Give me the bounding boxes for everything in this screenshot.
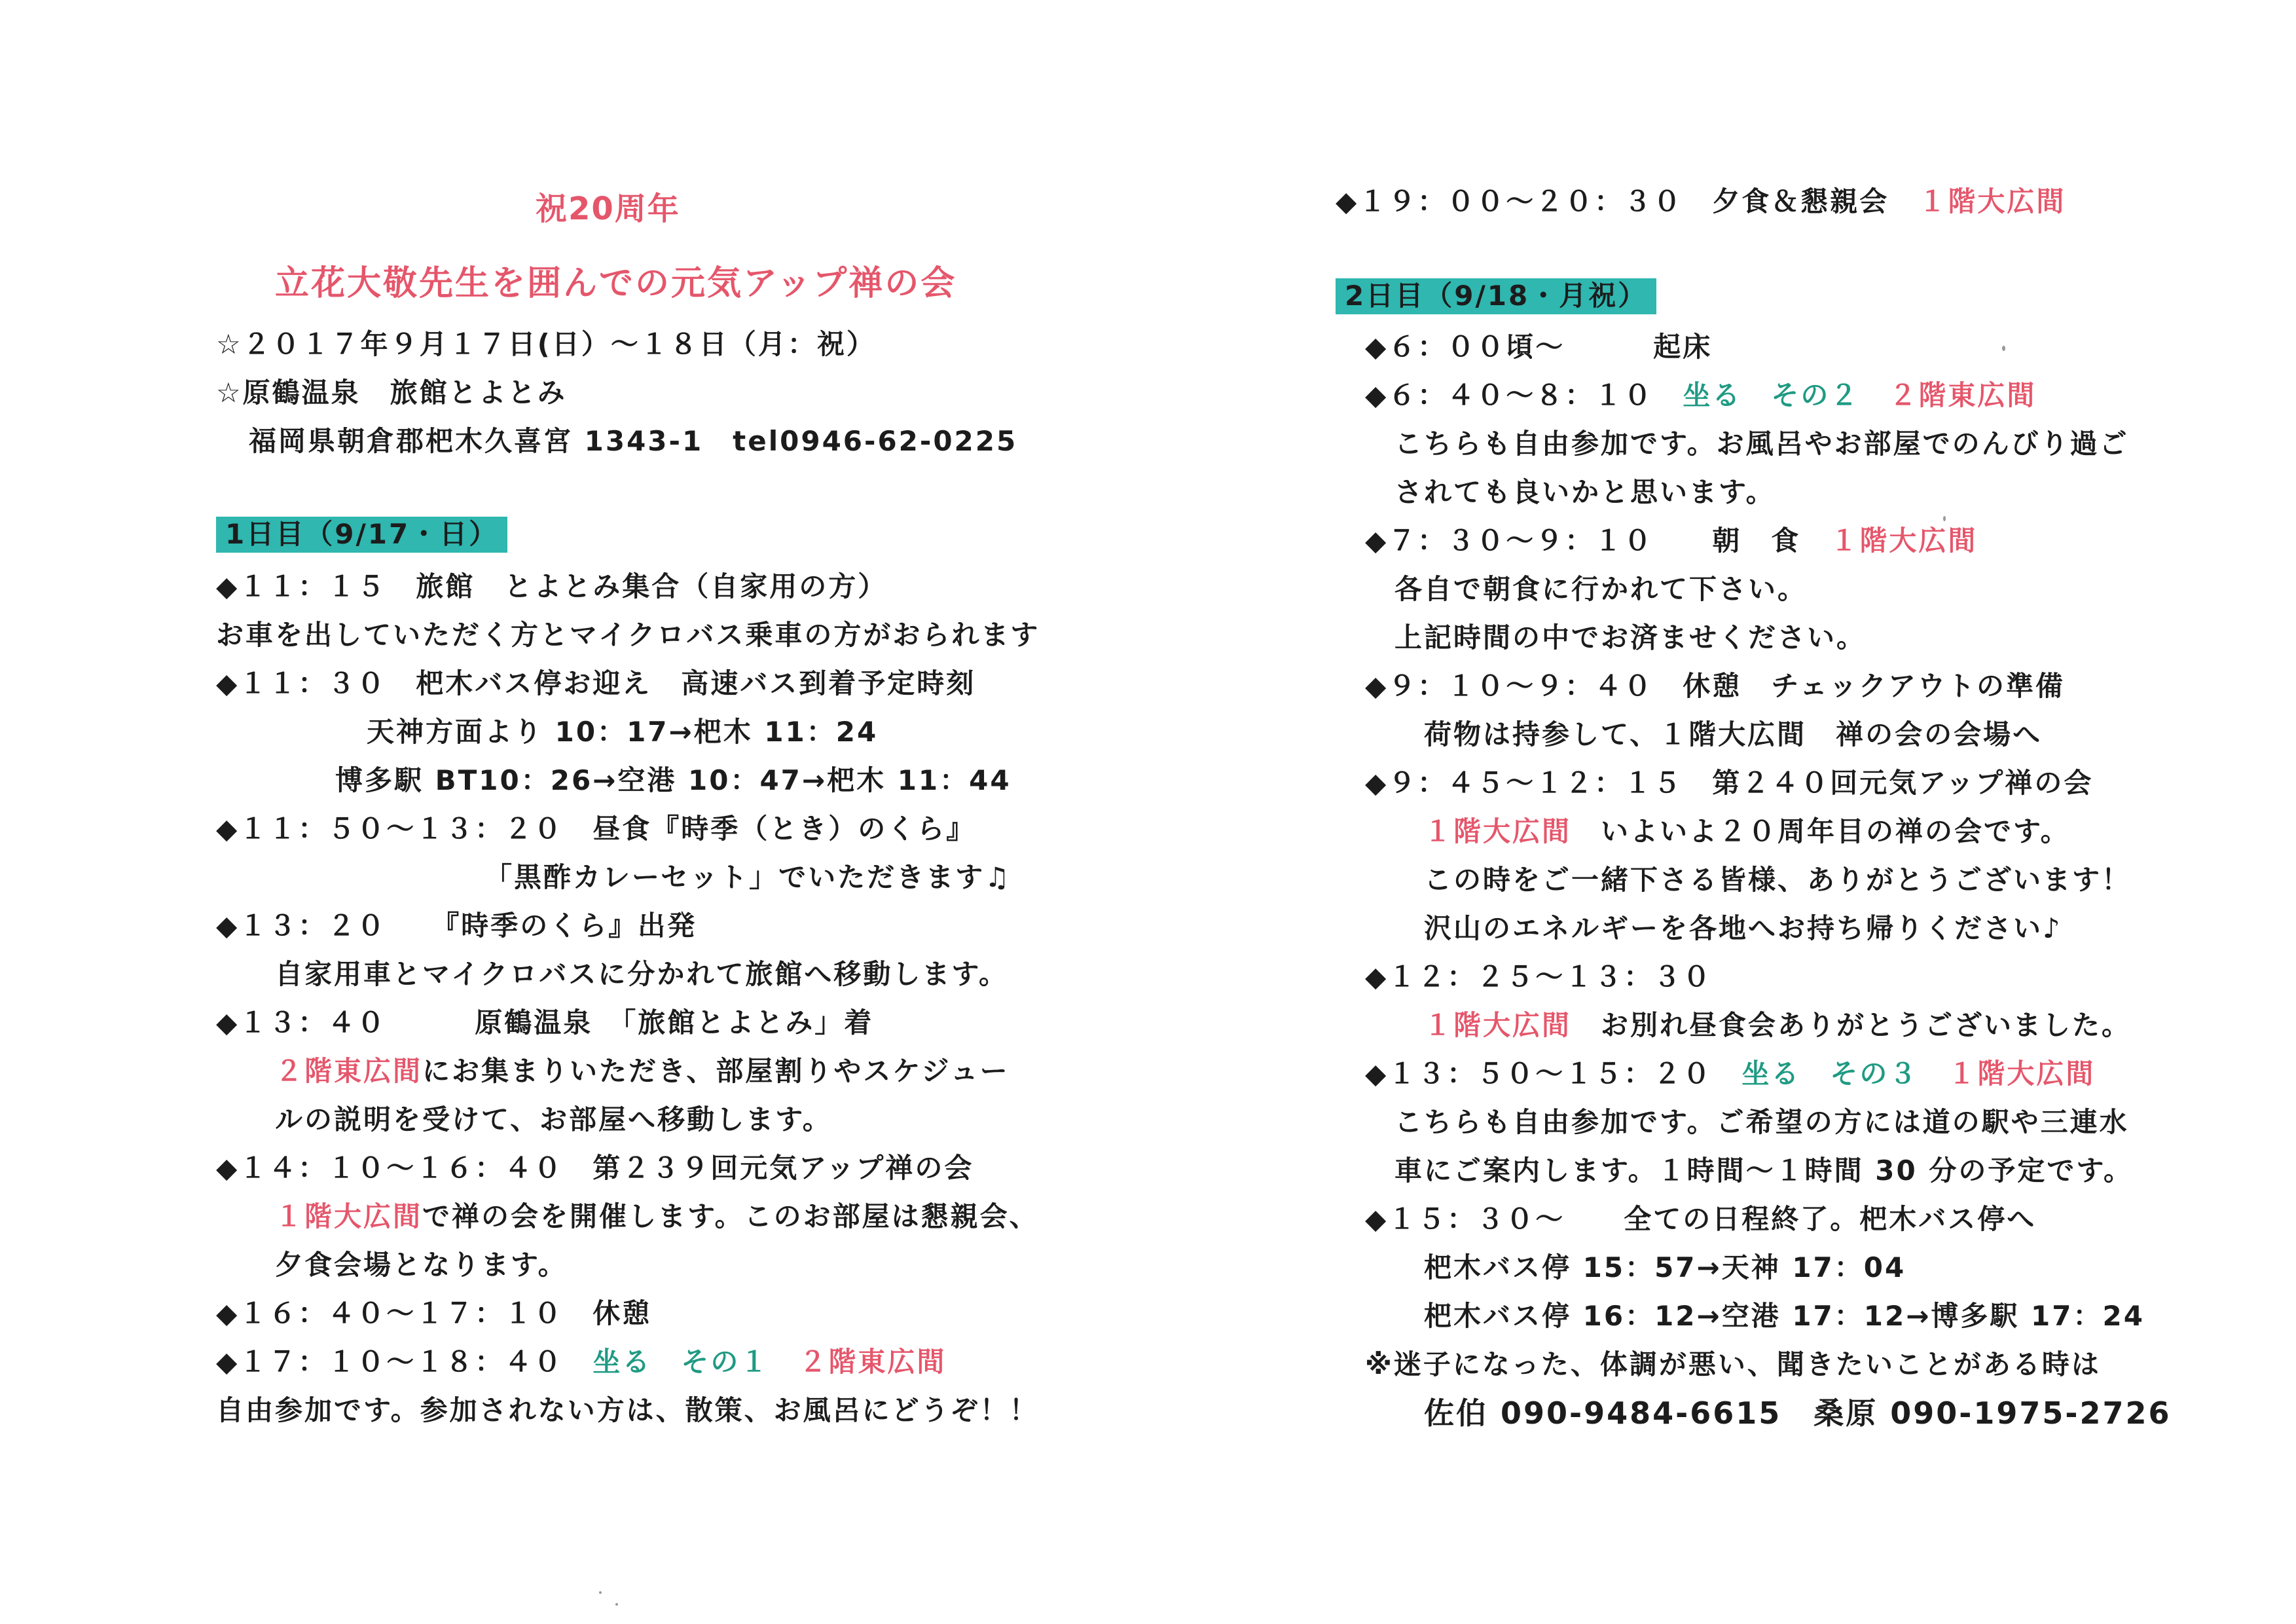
contact-phones: 佐伯 090-9484-6615 桑原 090-1975-2726	[1424, 1395, 2172, 1431]
scan-speck	[599, 1591, 602, 1594]
schedule-item: ◆９：１０～９：４０ 休憩 チェックアウトの準備	[1365, 670, 2066, 702]
day2-heading: 2日目（9/18・月祝）	[1336, 278, 1656, 314]
schedule-item: ◆１３：４０ 原鶴温泉 「旅館とよとみ」着	[216, 1006, 874, 1039]
schedule-note: 各自で朝食に行かれて下さい。	[1394, 573, 1808, 605]
room-label: ２階東広間	[1889, 379, 2037, 411]
room-label: １階大広間	[1918, 185, 2066, 217]
event-title: 立花大敬先生を囲んでの元気アップ禅の会	[275, 264, 957, 303]
schedule-note: 杷木バス停 15：57→天神 17：04	[1424, 1251, 1906, 1283]
schedule-item: ◆１１：１５ 旅館 とよとみ集合（自家用の方）	[216, 570, 888, 602]
schedule-item: ◆１３：５０～１５：２０ 坐る その３ １階大広間	[1365, 1058, 2096, 1090]
schedule-note: 天神方面より 10：17→杷木 11：24	[367, 716, 879, 748]
schedule-note: 自由参加です。参加されない方は、散策、お風呂にどうぞ！！	[216, 1394, 1039, 1426]
schedule-item: ◆１３：２０ 『時季のくら』出発	[216, 910, 697, 942]
schedule-item: ◆１１：３０ 杷木バス停お迎え 高速バス到着予定時刻	[216, 667, 976, 699]
sitting-label: 坐る その１	[592, 1346, 770, 1378]
schedule-note: １階大広間で禅の会を開催します。このお部屋は懇親会、	[275, 1200, 1039, 1232]
room-label: １階大広間	[1424, 815, 1572, 847]
schedule-item: ◆１２：２５～１３：３０	[1365, 961, 1713, 993]
schedule-note: 荷物は持参して、１階大広間 禅の会の会場へ	[1424, 718, 2043, 750]
schedule-note: 「黒酢カレーセット」でいただきます♫	[484, 861, 1011, 893]
event-date: ☆２０１７年９月１７日(日）～１８日（月：祝）	[216, 328, 876, 360]
schedule-note: この時をご一緒下さる皆様、ありがとうございます！	[1424, 864, 2132, 896]
schedule-note: こちらも自由参加です。お風呂やお部屋でのんびり過ご	[1394, 428, 2129, 460]
schedule-item: ◆１４：１０～１６：４０ 第２３９回元気アップ禅の会	[216, 1152, 974, 1184]
schedule-item: ◆１５：３０～ 全ての日程終了。杷木バス停へ	[1365, 1203, 2037, 1235]
schedule-note: ルの説明を受けて、お部屋へ移動します。	[275, 1103, 832, 1135]
schedule-note: 沢山のエネルギーを各地へお持ち帰りください♪	[1424, 912, 2062, 944]
scan-speck	[2002, 346, 2005, 351]
anniversary-title: 祝20周年	[536, 191, 680, 227]
scan-speck	[1943, 516, 1946, 521]
day1-heading: 1日目（9/17・日）	[216, 516, 507, 553]
contact-note: ※迷子になった、体調が悪い、聞きたいことがある時は	[1365, 1348, 2101, 1380]
schedule-note: 博多駅 BT10：26→空港 10：47→杷木 11：44	[335, 764, 1011, 796]
schedule-item: ◆１１：５０～１３：２０ 昼食『時季（とき）のくら』	[216, 813, 976, 845]
schedule-item: ◆６：４０～８：１０ 坐る その２ ２階東広間	[1365, 379, 2037, 411]
schedule-note: 杷木バス停 16：12→空港 17：12→博多駅 17：24	[1424, 1300, 2145, 1332]
schedule-note: 車にご案内します。１時間～１時間 30 分の予定です。	[1394, 1154, 2133, 1187]
event-venue: ☆原鶴温泉 旅館とよとみ	[216, 377, 567, 409]
schedule-item: ◆９：４５～１２：１５ 第２４０回元気アップ禅の会	[1365, 767, 2094, 799]
room-label: １階大広間	[1830, 525, 1978, 557]
schedule-item: ◆６：００頃～ 起床	[1365, 331, 1713, 363]
schedule-note: １階大広間 いよいよ２０周年目の禅の会です。	[1424, 815, 2070, 847]
schedule-item: ◆１９：００～２０：３０ 夕食＆懇親会 １階大広間	[1336, 185, 2066, 217]
schedule-note: １階大広間 お別れ昼食会ありがとうございました。	[1424, 1009, 2132, 1041]
schedule-item: ◆１６：４０～１７：１０ 休憩	[216, 1297, 652, 1329]
schedule-note: されても良いかと思います。	[1394, 476, 1776, 508]
room-label: ２階東広間	[799, 1346, 947, 1378]
room-label: ２階東広間	[275, 1055, 423, 1087]
schedule-note: 上記時間の中でお済ませください。	[1394, 621, 1867, 654]
scan-speck	[615, 1603, 618, 1606]
schedule-note: お車を出していただく方とマイクロバス乗車の方がおられます	[216, 619, 1040, 651]
schedule-note: 夕食会場となります。	[275, 1249, 568, 1281]
schedule-item: ◆１７：１０～１８：４０ 坐る その１ ２階東広間	[216, 1346, 947, 1378]
room-label: １階大広間	[1424, 1009, 1572, 1041]
venue-address: 福岡県朝倉郡杷木久喜宮 1343-1 tel0946-62-0225	[249, 425, 1018, 457]
room-label: １階大広間	[1948, 1058, 2096, 1090]
schedule-note: 自家用車とマイクロバスに分かれて旅館へ移動します。	[275, 958, 1008, 990]
sitting-label: 坐る その３	[1741, 1058, 1919, 1090]
room-label: １階大広間	[275, 1200, 423, 1232]
schedule-note: ２階東広間にお集まりいただき、部屋割りやスケジュー	[275, 1055, 1010, 1087]
schedule-note: こちらも自由参加です。ご希望の方には道の駅や三連水	[1394, 1106, 2129, 1138]
sitting-label: 坐る その２	[1683, 379, 1860, 411]
schedule-item: ◆７：３０～９：１０ 朝 食 １階大広間	[1365, 525, 1978, 557]
